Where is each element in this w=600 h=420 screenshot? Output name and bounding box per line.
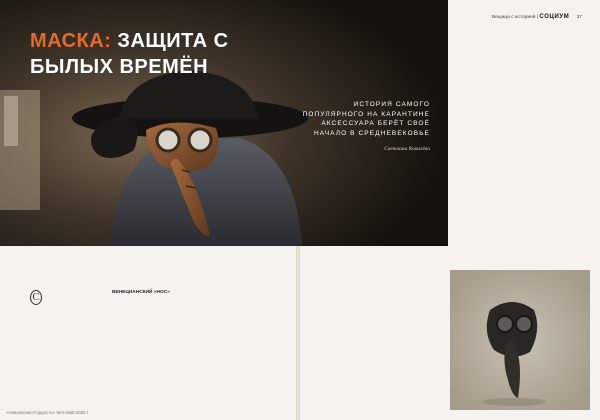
running-head: Вещица с историей | СОЦИУМ 37 [491, 14, 582, 20]
body-column-2 [112, 290, 186, 300]
headline-main: ЗАЩИТА С БЫЛЫХ ВРЕМЁН [30, 30, 229, 78]
article-headline [30, 28, 300, 80]
page-number: 37 [576, 15, 582, 20]
drop-cap: С [30, 290, 42, 305]
subheading-venetian-nose: ВЕНЕЦИАНСКИЙ «НОС» [112, 290, 170, 295]
photo-credit: Светлана Ковалёва [384, 146, 430, 152]
body-column-1 [30, 290, 104, 305]
article-lead: ИСТОРИЯ САМОГО ПОПУЛЯРНОГО НА КАРАНТИНЕ АКСЕССУАРА БЕРЁТ СВОЁ НАЧАЛО В СРЕДНЕВЕКОВЬЕ [302, 101, 430, 137]
footer-issue-info: «Новокосино-Гордости» № 5 Май 2020 г. [6, 410, 90, 415]
section-name: СОЦИУМ [539, 14, 570, 20]
headline-accent: МАСКА: [30, 30, 112, 52]
running-head-label: Вещица с историей [491, 15, 536, 20]
plague-mask-photo [450, 270, 590, 410]
